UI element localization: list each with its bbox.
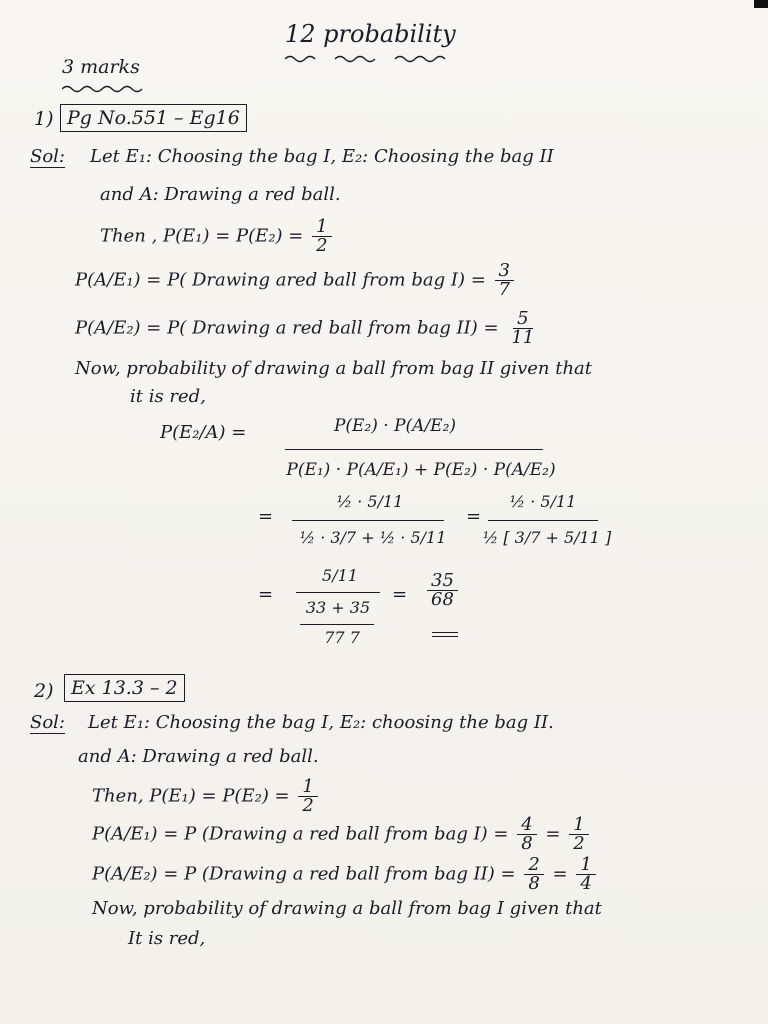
q1-line-1: Let E₁: Choosing the bag I, E₂: Choosing the bag II xyxy=(90,146,554,167)
q2-line-3: Then, P(E₁) = P(E₂) = $\frac{1}{2}$ xyxy=(92,778,321,815)
q1-step2-numerator: ½ · 5/11 xyxy=(336,492,404,511)
q1-step4-inner-bar xyxy=(300,624,374,625)
q2-line-4: P(A/E₁) = P (Drawing a red ball from bag I) = $\frac{4}{8}$ = $\frac{1}{2}$ xyxy=(92,816,592,853)
q2-line-1: Let E₁: Choosing the bag I, E₂: choosing the bag II. xyxy=(88,712,554,733)
title-underline xyxy=(285,54,450,64)
q1-line-7: it is red, xyxy=(130,386,206,407)
q1-step4-numerator: 5/11 xyxy=(322,566,358,585)
section-heading: 3 marks xyxy=(62,56,140,78)
q2-line-7: It is red, xyxy=(128,928,206,949)
q1-step4-equals: = xyxy=(258,584,274,605)
q1-bayes-denominator: P(E₁) · P(A/E₁) + P(E₂) · P(A/E₂) xyxy=(286,460,556,480)
q1-bayes-lhs: P(E₂/A) = xyxy=(160,422,247,443)
q1-line-5: P(A/E₂) = P( Drawing a red ball from bag II) = $\frac{5}{11}$ xyxy=(75,308,535,348)
q2-reference: Ex 13.3 – 2 xyxy=(64,674,185,702)
q1-bayes-numerator: P(E₂) · P(A/E₂) xyxy=(333,416,457,436)
q1-line-6: Now, probability of drawing a ball from bag II given that xyxy=(75,358,592,379)
q2-line-6: Now, probability of drawing a ball from bag I given that xyxy=(92,898,602,919)
q2-line-5: P(A/E₂) = P (Drawing a red ball from bag II) = $\frac{2}{8}$ = $\frac{1}{4}$ xyxy=(92,856,599,893)
q1-number: 1) xyxy=(34,108,54,130)
q1-bayes-fraction-bar xyxy=(285,449,543,450)
q1-step3-denominator: ½ [ 3/7 + 5/11 ] xyxy=(482,528,612,547)
q2-line-2: and A: Drawing a red ball. xyxy=(78,746,319,767)
q1-step4-fraction-bar xyxy=(296,592,380,593)
q1-solution-label: Sol: xyxy=(30,146,65,167)
q1-answer-underline-1 xyxy=(432,632,458,633)
q1-step2-equals: = xyxy=(258,506,274,527)
q1-line-4: P(A/E₁) = P( Drawing ared ball from bag I) = $\frac{3}{7}$ xyxy=(75,262,517,299)
page-title: 12 probability xyxy=(285,20,456,48)
q1-step3-equals: = xyxy=(466,506,482,527)
q1-step4-denominator-2: 77 7 xyxy=(324,628,360,647)
page-corner-mark xyxy=(754,0,768,8)
q1-line-3: Then , P(E₁) = P(E₂) = $\frac{1}{2}$ xyxy=(100,218,335,255)
q1-step2-fraction-bar xyxy=(292,520,444,521)
section-underline xyxy=(62,84,150,94)
q1-final-equals: = xyxy=(392,584,408,605)
q1-step2-denominator: ½ · 3/7 + ½ · 5/11 xyxy=(299,528,447,547)
q1-step3-fraction-bar xyxy=(488,520,598,521)
q1-answer: $\frac{35}{68}$ xyxy=(424,572,461,609)
q1-step3-numerator: ½ · 5/11 xyxy=(509,492,577,511)
q2-number: 2) xyxy=(34,680,54,702)
q2-solution-label: Sol: xyxy=(30,712,65,733)
q1-step4-denominator: 33 + 35 xyxy=(305,598,371,617)
q1-answer-underline-2 xyxy=(432,636,458,637)
q1-line-2: and A: Drawing a red ball. xyxy=(100,184,341,205)
q1-reference: Pg No.551 – Eg16 xyxy=(60,104,247,132)
